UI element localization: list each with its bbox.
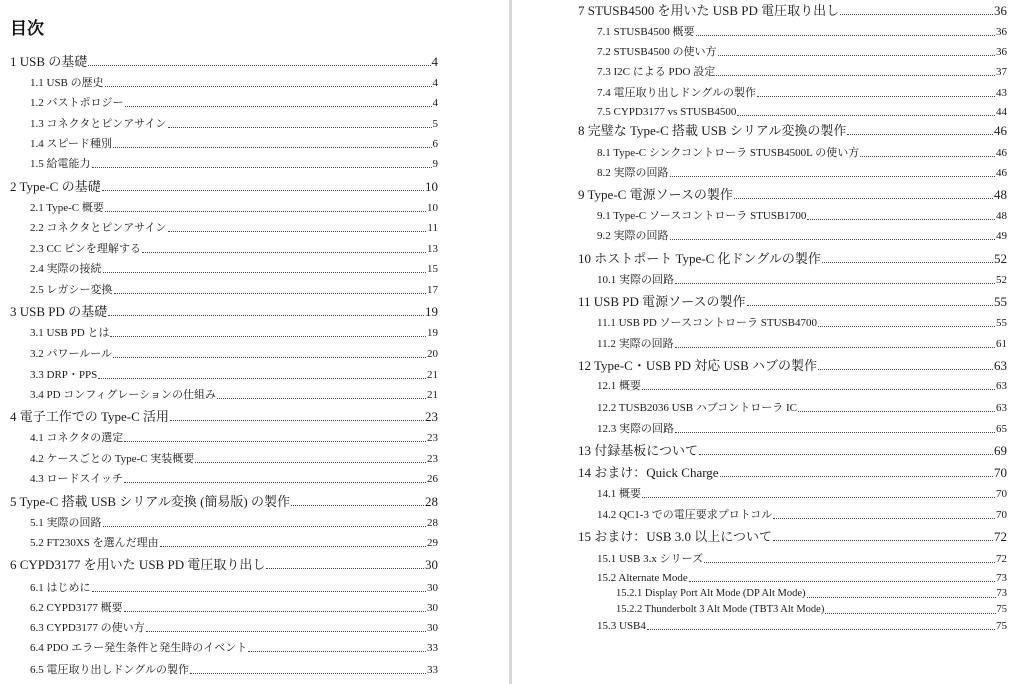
toc-entry-label: 9.1 Type-C ソースコントローラ STUSB1700: [597, 210, 807, 222]
dot-leader: [822, 252, 993, 265]
toc-entry[interactable]: [578, 530, 1007, 543]
dot-leader: [734, 188, 993, 201]
toc-entry-label: 1.4 スピード種別: [30, 138, 113, 150]
dot-leader: [773, 530, 993, 543]
dot-leader: [217, 390, 426, 401]
toc-entry-label: 1.3 コネクタとピンアサイン: [30, 118, 167, 130]
dot-leader: [168, 119, 432, 130]
toc-entry-label: 3.3 DRP・PPS: [30, 369, 98, 381]
toc-entry-label: 6 CYPD3177 を用いた USB PD 電圧取り出し: [10, 557, 266, 572]
toc-entry-page-number: 46: [996, 147, 1007, 159]
toc-entry-label: 6.3 CYPD3177 の使い方: [30, 622, 145, 634]
toc-entry-label: 2.3 CC ピンを理解する: [30, 243, 141, 255]
toc-entry-page-number: 72: [996, 553, 1007, 565]
dot-leader: [647, 621, 995, 632]
toc-entry[interactable]: [30, 244, 438, 255]
toc-entry-page-number: 13: [427, 243, 438, 255]
dot-leader: [102, 180, 424, 193]
dot-leader: [670, 168, 996, 179]
toc-entry[interactable]: [597, 554, 1007, 565]
toc-entry-page-number: 10: [425, 179, 438, 194]
dot-leader: [840, 4, 993, 17]
toc-entry-page-number: 55: [994, 294, 1007, 309]
toc-entry-label: 6.4 PDO エラー発生条件と発生時のイベント: [30, 642, 248, 654]
toc-title: 目次: [10, 19, 44, 39]
toc-entry-label: 15.2.2 Thunderbolt 3 Alt Mode (TBT3 Alt Mode): [616, 604, 825, 615]
toc-entry-label: 3.4 PD コンフィグレーションの仕組み: [30, 389, 216, 401]
toc-entry-label: 3 USB PD の基礎: [10, 304, 108, 319]
toc-entry-label: 14.2 QC1-3 での電圧要求プロトコル: [597, 509, 773, 521]
toc-entry[interactable]: [597, 107, 1007, 118]
toc-entry-page-number: 52: [994, 251, 1007, 266]
toc-entry-page-number: 23: [427, 453, 438, 465]
toc-entry-label: 1 USB の基礎: [10, 54, 88, 69]
dot-leader: [88, 55, 430, 68]
toc-entry-page-number: 36: [994, 3, 1007, 18]
toc-entry[interactable]: [30, 390, 438, 401]
dot-leader: [160, 538, 426, 549]
toc-entry[interactable]: [578, 124, 1007, 137]
toc-entry-page-number: 48: [996, 210, 1007, 222]
dot-leader: [105, 203, 426, 214]
toc-entry[interactable]: [10, 180, 438, 193]
left-page: [0, 0, 509, 684]
dot-leader: [670, 231, 996, 242]
toc-entry-label: 3.2 パワールール: [30, 348, 113, 360]
dot-leader: [98, 370, 426, 381]
dot-leader: [757, 88, 995, 99]
dot-leader: [675, 275, 995, 286]
toc-entry-label: 13 付録基板について: [578, 443, 698, 458]
toc-entry-page-number: 19: [427, 327, 438, 339]
toc-entry-page-number: 37: [996, 66, 1007, 78]
toc-entry-label: 2.1 Type-C 概要: [30, 202, 104, 214]
dot-leader: [146, 623, 426, 634]
toc-entry[interactable]: [30, 328, 438, 339]
toc-entry-label: 7.5 CYPD3177 vs STUSB4500: [597, 106, 737, 118]
toc-entry[interactable]: [10, 305, 438, 318]
dot-leader: [142, 244, 426, 255]
dot-leader: [798, 403, 995, 414]
dot-leader: [747, 295, 993, 308]
dot-leader: [704, 554, 995, 565]
toc-entry[interactable]: [597, 403, 1007, 414]
dot-leader: [675, 424, 995, 435]
toc-entry-page-number: 11: [427, 222, 438, 234]
dot-leader: [124, 474, 426, 485]
toc-entry-page-number: 75: [996, 604, 1007, 615]
toc-entry[interactable]: [30, 349, 438, 360]
toc-entry[interactable]: [30, 603, 438, 614]
toc-entry-page-number: 28: [427, 517, 438, 529]
toc-entry[interactable]: [597, 168, 1007, 179]
toc-entry-page-number: 70: [996, 509, 1007, 521]
dot-leader: [113, 139, 431, 150]
toc-entry-page-number: 44: [996, 106, 1007, 118]
toc-entry-page-number: 46: [996, 167, 1007, 179]
dot-leader: [818, 318, 995, 329]
toc-entry[interactable]: [30, 98, 438, 109]
toc-entry-label: 4.1 コネクタの選定: [30, 432, 124, 444]
toc-entry-page-number: 73: [996, 572, 1007, 584]
toc-entry[interactable]: [30, 433, 438, 444]
dot-leader: [114, 285, 427, 296]
toc-entry[interactable]: [30, 119, 438, 130]
dot-leader: [699, 444, 993, 457]
toc-entry-label: 14.1 概要: [597, 488, 641, 500]
toc-entry-page-number: 46: [994, 123, 1007, 138]
toc-entry[interactable]: [30, 538, 438, 549]
toc-entry[interactable]: [30, 665, 438, 676]
toc-entry[interactable]: [578, 359, 1007, 372]
toc-entry-label: 15.3 USB4: [597, 620, 646, 632]
toc-entry-page-number: 5: [432, 118, 438, 130]
right-page: [512, 0, 1024, 684]
toc-entry-page-number: 4: [432, 77, 438, 89]
toc-entry-page-number: 6: [432, 138, 438, 150]
toc-entry[interactable]: [30, 159, 438, 170]
toc-entry[interactable]: [10, 558, 438, 571]
dot-leader: [818, 359, 993, 372]
toc-entry-page-number: 70: [994, 465, 1007, 480]
toc-entry-page-number: 20: [427, 348, 438, 360]
toc-entry-label: 2.4 実際の接続: [30, 263, 102, 275]
dot-leader: [718, 47, 996, 58]
dot-leader: [847, 124, 993, 137]
dot-leader: [92, 159, 432, 170]
toc-entry-label: 4 電子工作での Type-C 活用: [10, 409, 170, 424]
toc-entry-page-number: 21: [427, 369, 438, 381]
dot-leader: [716, 67, 995, 78]
toc-entry[interactable]: [30, 78, 438, 89]
toc-entry-page-number: 73: [996, 588, 1007, 599]
dot-leader: [807, 589, 996, 600]
dot-leader: [248, 643, 426, 654]
dot-leader: [113, 349, 426, 360]
toc-entry[interactable]: [30, 139, 438, 150]
toc-entry-page-number: 30: [425, 557, 438, 572]
toc-entry-label: 9.2 実際の回路: [597, 230, 669, 242]
toc-entry-page-number: 43: [996, 87, 1007, 99]
toc-entry-label: 14 おまけ：Quick Charge: [578, 465, 719, 480]
toc-entry[interactable]: [597, 510, 1007, 521]
toc-entry-label: 7 STUSB4500 を用いた USB PD 電圧取り出し: [578, 3, 840, 18]
dot-leader: [103, 518, 427, 529]
dot-leader: [92, 583, 427, 594]
dot-leader: [125, 98, 432, 109]
toc-entry[interactable]: [578, 444, 1007, 457]
toc-entry[interactable]: [30, 223, 438, 234]
dot-leader: [110, 328, 426, 339]
dot-leader: [190, 665, 426, 676]
toc-entry-label: 10 ホストポート Type-C 化ドングルの製作: [578, 251, 821, 266]
toc-entry-label: 15.2 Alternate Mode: [597, 572, 688, 584]
toc-entry[interactable]: [30, 454, 438, 465]
toc-entry-label: 1.5 給電能力: [30, 158, 91, 170]
dot-leader: [737, 107, 995, 118]
toc-entry-page-number: 28: [425, 494, 438, 509]
toc-entry-label: 10.1 実際の回路: [597, 274, 674, 286]
toc-entry-page-number: 29: [427, 537, 438, 549]
toc-entry-label: 6.1 はじめに: [30, 582, 91, 594]
toc-entry[interactable]: [30, 285, 438, 296]
dot-leader: [170, 410, 424, 423]
dot-leader: [720, 466, 993, 479]
toc-entry[interactable]: [578, 252, 1007, 265]
toc-entry[interactable]: [597, 47, 1007, 58]
toc-entry[interactable]: [597, 621, 1007, 632]
toc-entry-page-number: 9: [432, 158, 438, 170]
toc-entry[interactable]: [30, 518, 438, 529]
toc-entry-label: 7.3 I2C による PDO 設定: [597, 66, 716, 78]
toc-entry-label: 2.5 レガシー変換: [30, 284, 113, 296]
toc-entry-label: 6.2 CYPD3177 概要: [30, 602, 123, 614]
toc-entry[interactable]: [616, 605, 1007, 616]
toc-entry-label: 12.1 概要: [597, 380, 641, 392]
toc-entry[interactable]: [30, 623, 438, 634]
toc-entry[interactable]: [10, 410, 438, 423]
dot-leader: [291, 495, 424, 508]
dot-leader: [195, 454, 426, 465]
toc-entry[interactable]: [597, 275, 1007, 286]
toc-entry-label: 11.1 USB PD ソースコントローラ STUSB4700: [597, 317, 817, 329]
toc-entry[interactable]: [578, 466, 1007, 479]
dot-leader: [266, 558, 424, 571]
toc-entry[interactable]: [597, 318, 1007, 329]
toc-entry-label: 1.2 バストポロジー: [30, 97, 124, 109]
toc-entry[interactable]: [597, 489, 1007, 500]
toc-entry-label: 8.1 Type-C シンクコントローラ STUSB4500L の使い方: [597, 147, 860, 159]
toc-entry-label: 3.1 USB PD とは: [30, 327, 110, 339]
dot-leader: [642, 489, 995, 500]
toc-entry-page-number: 55: [996, 317, 1007, 329]
toc-entry-page-number: 23: [427, 432, 438, 444]
toc-entry-page-number: 72: [994, 529, 1007, 544]
toc-entry-page-number: 30: [427, 622, 438, 634]
toc-entry-page-number: 30: [427, 582, 438, 594]
toc-entry-label: 7.2 STUSB4500 の使い方: [597, 46, 717, 58]
toc-entry[interactable]: [30, 474, 438, 485]
toc-entry-label: 6.5 電圧取り出しドングルの製作: [30, 664, 189, 676]
toc-entry-label: 5.1 実際の回路: [30, 517, 102, 529]
toc-entry-label: 7.4 電圧取り出しドングルの製作: [597, 87, 756, 99]
toc-entry-page-number: 4: [432, 97, 438, 109]
toc-entry[interactable]: [30, 643, 438, 654]
toc-entry-page-number: 61: [996, 338, 1007, 350]
dot-leader: [675, 339, 995, 350]
toc-entry-page-number: 21: [427, 389, 438, 401]
dot-leader: [124, 433, 426, 444]
toc-entry[interactable]: [30, 370, 438, 381]
dot-leader: [807, 211, 995, 222]
toc-entry-label: 4.2 ケースごとの Type-C 実装概要: [30, 453, 195, 465]
toc-entry[interactable]: [30, 203, 438, 214]
toc-entry-page-number: 33: [427, 642, 438, 654]
dot-leader: [108, 305, 424, 318]
toc-entry-page-number: 33: [427, 664, 438, 676]
toc-entry-label: 8.2 実際の回路: [597, 167, 669, 179]
dot-leader: [860, 148, 995, 159]
toc-entry-label: 11 USB PD 電源ソースの製作: [578, 294, 746, 309]
toc-entry[interactable]: [597, 424, 1007, 435]
dot-leader: [825, 605, 995, 616]
toc-entry-page-number: 19: [425, 304, 438, 319]
toc-entry[interactable]: [597, 27, 1007, 38]
toc-entry[interactable]: [597, 88, 1007, 99]
toc-entry-page-number: 69: [994, 443, 1007, 458]
toc-entry[interactable]: [597, 339, 1007, 350]
toc-entry[interactable]: [30, 264, 438, 275]
toc-entry-page-number: 23: [425, 409, 438, 424]
toc-entry-label: 2 Type-C の基礎: [10, 179, 101, 194]
dot-leader: [168, 223, 427, 234]
dot-leader: [696, 27, 996, 38]
toc-entry[interactable]: [616, 589, 1007, 600]
toc-entry-label: 15.2.1 Display Port Alt Mode (DP Alt Mode): [616, 588, 806, 599]
toc-entry[interactable]: [10, 55, 438, 68]
toc-entry-page-number: 70: [996, 488, 1007, 500]
toc-entry[interactable]: [578, 4, 1007, 17]
toc-entry-label: 15 おまけ：USB 3.0 以上について: [578, 529, 773, 544]
toc-entry-label: 7.1 STUSB4500 概要: [597, 26, 695, 38]
toc-entry-page-number: 36: [996, 46, 1007, 58]
toc-entry[interactable]: [597, 573, 1007, 584]
dot-leader: [103, 264, 427, 275]
toc-entry[interactable]: [10, 495, 438, 508]
toc-entry-page-number: 15: [427, 263, 438, 275]
toc-entry-label: 9 Type-C 電源ソースの製作: [578, 187, 733, 202]
toc-entry[interactable]: [597, 231, 1007, 242]
toc-entry[interactable]: [30, 583, 438, 594]
dot-leader: [642, 381, 995, 392]
toc-entry-page-number: 63: [994, 358, 1007, 373]
toc-entry-page-number: 65: [996, 423, 1007, 435]
toc-entry-page-number: 52: [996, 274, 1007, 286]
dot-leader: [773, 510, 995, 521]
toc-entry-label: 8 完璧な Type-C 搭載 USB シリアル変換の製作: [578, 123, 847, 138]
toc-entry-label: 11.2 実際の回路: [597, 338, 674, 350]
dot-leader: [105, 78, 432, 89]
toc-entry[interactable]: [597, 211, 1007, 222]
toc-entry-label: 12.2 TUSB2036 USB ハブコントローラ IC: [597, 402, 798, 414]
toc-entry-label: 12.3 実際の回路: [597, 423, 674, 435]
dot-leader: [124, 603, 426, 614]
toc-entry-page-number: 4: [431, 54, 438, 69]
toc-entry[interactable]: [578, 295, 1007, 308]
dot-leader: [689, 573, 995, 584]
toc-entry-page-number: 48: [994, 187, 1007, 202]
toc-entry[interactable]: [597, 381, 1007, 392]
toc-entry-label: 4.3 ロードスイッチ: [30, 473, 123, 485]
toc-entry[interactable]: [597, 148, 1007, 159]
toc-entry-label: 5 Type-C 搭載 USB シリアル変換 (簡易版) の製作: [10, 494, 290, 509]
toc-entry-page-number: 26: [427, 473, 438, 485]
toc-entry-page-number: 49: [996, 230, 1007, 242]
toc-entry-label: 1.1 USB の歴史: [30, 77, 104, 89]
toc-entry-page-number: 75: [996, 620, 1007, 632]
toc-entry-page-number: 30: [427, 602, 438, 614]
toc-entry[interactable]: [578, 188, 1007, 201]
toc-entry-page-number: 63: [996, 402, 1007, 414]
toc-entry-page-number: 63: [996, 380, 1007, 392]
toc-entry-page-number: 17: [427, 284, 438, 296]
toc-entry-label: 15.1 USB 3.x シリーズ: [597, 553, 704, 565]
toc-entry-label: 2.2 コネクタとピンアサイン: [30, 222, 167, 234]
toc-entry-page-number: 36: [996, 26, 1007, 38]
toc-entry-label: 12 Type-C・USB PD 対応 USB ハブの製作: [578, 358, 818, 373]
toc-entry[interactable]: [597, 67, 1007, 78]
toc-entry-page-number: 10: [427, 202, 438, 214]
toc-entry-label: 5.2 FT230XS を選んだ理由: [30, 537, 159, 549]
